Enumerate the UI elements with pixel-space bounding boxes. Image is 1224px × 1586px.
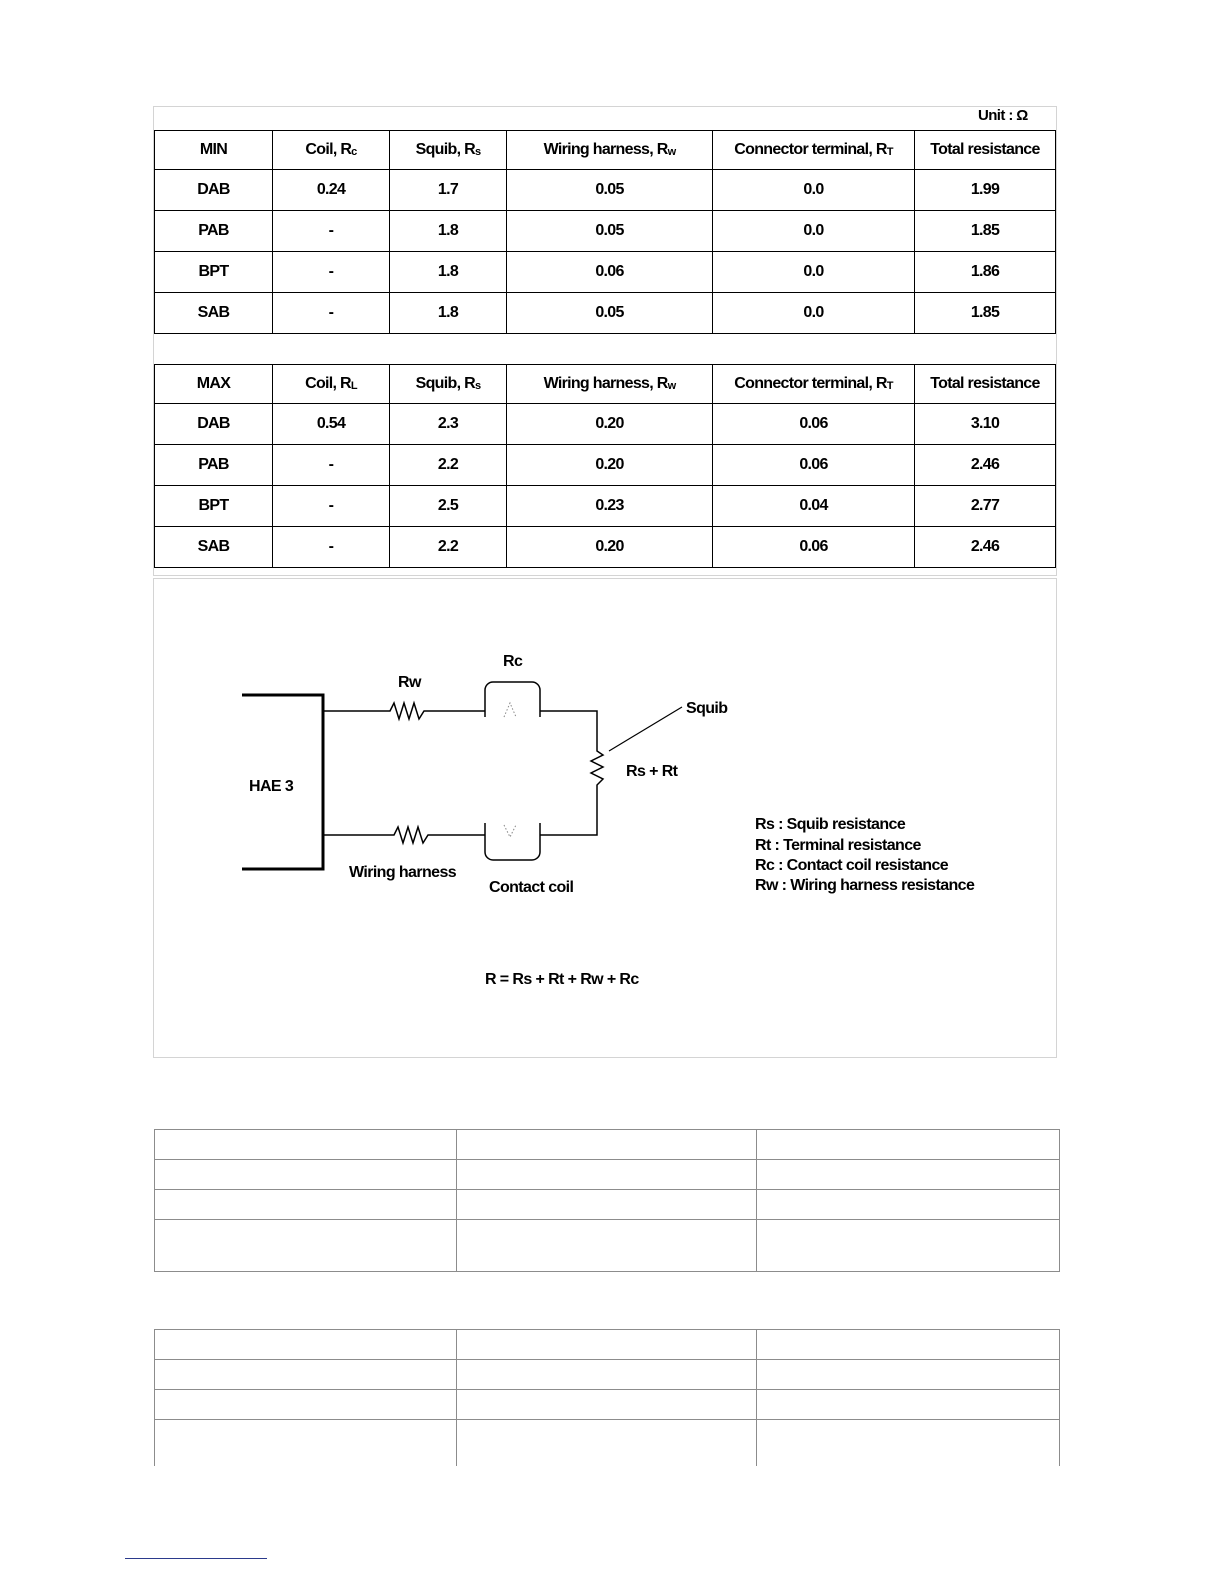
grid-cell (757, 1420, 1060, 1472)
grid-cell (757, 1220, 1060, 1272)
table-cell: 2.77 (915, 486, 1056, 527)
empty-grid-2 (154, 1329, 1060, 1471)
grid-cell (457, 1330, 757, 1360)
header-cell: Squib, $R_s$ (390, 365, 507, 404)
min-table-header-row (155, 131, 1056, 170)
table-row (155, 170, 1056, 211)
table-cell: BPT (155, 486, 273, 527)
grid-cell (757, 1390, 1060, 1420)
table-row (155, 293, 1056, 334)
table-cell: 1.7 (390, 170, 507, 211)
table-cell: BPT (155, 252, 273, 293)
coil-upper-dots (504, 703, 516, 717)
upper-wire (323, 703, 485, 719)
table-cell: 1.8 (390, 293, 507, 334)
header-cell: Total resistance (915, 365, 1056, 404)
min-resistance-table (154, 130, 1056, 334)
table-cell: 0.20 (507, 445, 713, 486)
table-cell: 2.2 (390, 445, 507, 486)
grid-cell (155, 1330, 457, 1360)
wiring-harness-label: Wiring harness (349, 864, 457, 881)
max-resistance-table (154, 364, 1056, 568)
table-cell: 0.05 (507, 211, 713, 252)
airbag-circuit-diagram (154, 579, 1058, 1059)
table-cell: 1.85 (915, 211, 1056, 252)
table-cell: 2.3 (390, 404, 507, 445)
squib-leader-line (609, 707, 682, 751)
table-cell: 0.23 (507, 486, 713, 527)
table-row (155, 527, 1056, 568)
grid-row (155, 1420, 1060, 1472)
grid-cell (155, 1130, 457, 1160)
header-cell: Connector terminal, $R_T$ (713, 365, 915, 404)
max-table-header-row (155, 365, 1056, 404)
grid-cell (757, 1160, 1060, 1190)
legend-item: Rc : Contact coil resistance (755, 857, 949, 874)
page-cut-mask (150, 1466, 1070, 1586)
contact-coil-label: Contact coil (489, 879, 574, 896)
table-cell: 2.5 (390, 486, 507, 527)
table-cell: - (273, 527, 390, 568)
grid-cell (757, 1360, 1060, 1390)
table-cell: 0.05 (507, 170, 713, 211)
table-cell: PAB (155, 211, 273, 252)
grid-cell (457, 1190, 757, 1220)
legend (755, 816, 975, 894)
table-cell: 0.20 (507, 404, 713, 445)
header-cell: Wiring harness, $R_w$ (507, 365, 713, 404)
unit-label: Unit : Ω (978, 107, 1028, 124)
table-cell: 1.85 (915, 293, 1056, 334)
table-cell: 0.24 (273, 170, 390, 211)
grid-cell (155, 1160, 457, 1190)
grid-cell (155, 1390, 457, 1420)
table-cell: 0.06 (507, 252, 713, 293)
rs-rt-label: Rs + Rt (626, 763, 678, 780)
table-cell: 0.05 (507, 293, 713, 334)
header-cell: Wiring harness, $R_w$ (507, 131, 713, 170)
table-cell: 0.0 (713, 211, 915, 252)
table-cell: - (273, 211, 390, 252)
table-row (155, 404, 1056, 445)
right-wire (540, 711, 603, 835)
table-cell: 0.20 (507, 527, 713, 568)
grid-cell (457, 1160, 757, 1190)
table-cell: 0.06 (713, 527, 915, 568)
header-cell: MIN (155, 131, 273, 170)
grid-cell (155, 1420, 457, 1472)
table-cell: 0.04 (713, 486, 915, 527)
circuit-diagram-frame (153, 578, 1057, 1058)
rw-label: Rw (398, 674, 421, 691)
grid-row (155, 1220, 1060, 1272)
grid-row (155, 1190, 1060, 1220)
table-cell: - (273, 486, 390, 527)
grid-row (155, 1160, 1060, 1190)
table-cell: 0.54 (273, 404, 390, 445)
grid-row (155, 1360, 1060, 1390)
table-row (155, 445, 1056, 486)
table-cell: 1.8 (390, 211, 507, 252)
grid-cell (457, 1130, 757, 1160)
table-cell: 2.46 (915, 527, 1056, 568)
table-cell: 1.86 (915, 252, 1056, 293)
table-cell: - (273, 293, 390, 334)
squib-label: Squib (686, 700, 728, 717)
grid-cell (457, 1390, 757, 1420)
grid-cell (457, 1360, 757, 1390)
resistance-formula: R = Rs + Rt + Rw + Rc (485, 971, 639, 988)
table-cell: 0.0 (713, 252, 915, 293)
table-cell: 0.0 (713, 293, 915, 334)
table-cell: 1.99 (915, 170, 1056, 211)
table-cell: 0.06 (713, 445, 915, 486)
table-row (155, 252, 1056, 293)
grid-cell (155, 1360, 457, 1390)
table-cell: - (273, 252, 390, 293)
table-cell: 2.46 (915, 445, 1056, 486)
coil-lower-dots (504, 825, 516, 837)
grid-cell (757, 1130, 1060, 1160)
grid-row (155, 1130, 1060, 1160)
grid-cell (457, 1420, 757, 1472)
grid-cell (155, 1190, 457, 1220)
table-cell: PAB (155, 445, 273, 486)
rc-label: Rc (503, 653, 523, 670)
grid-cell (155, 1220, 457, 1272)
table-row (155, 211, 1056, 252)
grid-row (155, 1330, 1060, 1360)
header-cell: MAX (155, 365, 273, 404)
legend-item: Rw : Wiring harness resistance (755, 877, 975, 894)
empty-grid-1 (154, 1129, 1060, 1272)
table-cell: DAB (155, 170, 273, 211)
header-cell: Coil, $R_L$ (273, 365, 390, 404)
table-cell: 0.0 (713, 170, 915, 211)
legend-item: Rs : Squib resistance (755, 816, 906, 833)
table-cell: DAB (155, 404, 273, 445)
table-cell: 0.06 (713, 404, 915, 445)
grid-cell (757, 1330, 1060, 1360)
grid-row (155, 1390, 1060, 1420)
table-cell: 2.2 (390, 527, 507, 568)
header-cell: Total resistance (915, 131, 1056, 170)
table-cell: - (273, 445, 390, 486)
footer-rule (125, 1558, 267, 1559)
legend-item: Rt : Terminal resistance (755, 837, 921, 854)
header-cell: Squib, $R_s$ (390, 131, 507, 170)
grid-cell (457, 1220, 757, 1272)
header-cell: Connector terminal, $R_T$ (713, 131, 915, 170)
grid-cell (757, 1190, 1060, 1220)
table-cell: 1.8 (390, 252, 507, 293)
table-row (155, 486, 1056, 527)
header-cell: Coil, $R_c$ (273, 131, 390, 170)
table-cell: SAB (155, 293, 273, 334)
module-label: HAE 3 (249, 778, 294, 795)
lower-wire (323, 827, 485, 843)
table-cell: SAB (155, 527, 273, 568)
table-cell: 3.10 (915, 404, 1056, 445)
